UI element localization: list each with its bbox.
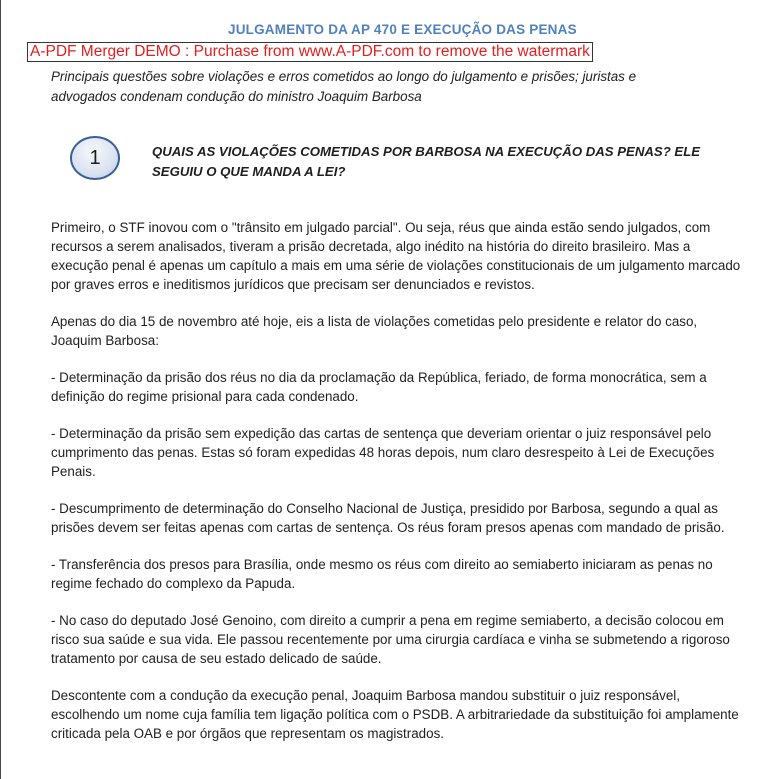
document-subtitle: Principais questões sobre violações e erros cometidos ao longo do julgamento e prisões; juristas e advogados condenam condução do ministro Joaquim Barbosa (51, 69, 637, 104)
article-body (51, 218, 741, 761)
paragraph: Apenas do dia 15 de novembro até hoje, eis a lista de violações cometidas pelo presidente e relator do caso, Joaquim Barbosa: (51, 314, 698, 348)
document-title: JULGAMENTO DA AP 470 E EXECUÇÃO DAS PENAS (228, 22, 577, 37)
paragraph: - Descumprimento de determinação do Conselho Nacional de Justiça, presidido por Barbosa, segundo a qual as prisões devem ser feitas apenas com cartas de sentença. Os réus foram presos apenas com mandado de prisão. (51, 501, 725, 535)
question-heading: QUAIS AS VIOLAÇÕES COMETIDAS POR BARBOSA NA EXECUÇÃO DAS PENAS? ELE SEGUIU O QUE MANDA A LEI? (152, 144, 701, 179)
paragraph: - Determinação da prisão dos réus no dia da proclamação da República, feriado, de forma monocrática, sem a definição do regime prisional para cada condenado. (51, 370, 707, 404)
question-number-badge (70, 136, 120, 180)
question-number: 1 (89, 146, 101, 169)
paragraph: - Transferência dos presos para Brasília, onde mesmo os réus com direito ao semiaberto iniciaram as penas no regime fechado do complexo da Papuda. (51, 557, 713, 591)
paragraph: - Determinação da prisão sem expedição das cartas de sentença que deveriam orientar o juiz responsável pelo cumprimento das penas. Estas só foram expedidas 48 horas depois, num claro desrespeito à Lei de Execuções Penais. (51, 426, 715, 479)
paragraph: Descontente com a condução da execução penal, Joaquim Barbosa mandou substituir o juiz responsável, escolhendo um nome cuja família tem ligação política com o PSDB. A arbitrariedade da substituição foi amplamente criticada pela OAB e por órgãos que representam os magistrados. (51, 688, 739, 741)
page-left-border (0, 0, 1, 779)
watermark-banner: A-PDF Merger DEMO : Purchase from www.A-PDF.com to remove the watermark (27, 42, 593, 62)
paragraph: Primeiro, o STF inovou com o "trânsito em julgado parcial". Ou seja, réus que ainda estão sendo julgados, com recursos a serem analisados, tiveram a prisão decretada, algo inédito na história do direito brasileiro. Mas a execução penal é apenas um capítulo a mais em uma série de violações constitucionais de um julgamento marcado por graves erros e ineditismos jurídicos que precisam ser denunciados e revistos. (51, 220, 741, 292)
paragraph: - No caso do deputado José Genoino, com direito a cumprir a pena em regime semiaberto, a decisão colocou em risco sua saúde e sua vida. Ele passou recentemente por uma cirurgia cardíaca e vinha se submetendo a rigoroso tratamento por causa de seu estado delicado de saúde. (51, 613, 730, 666)
